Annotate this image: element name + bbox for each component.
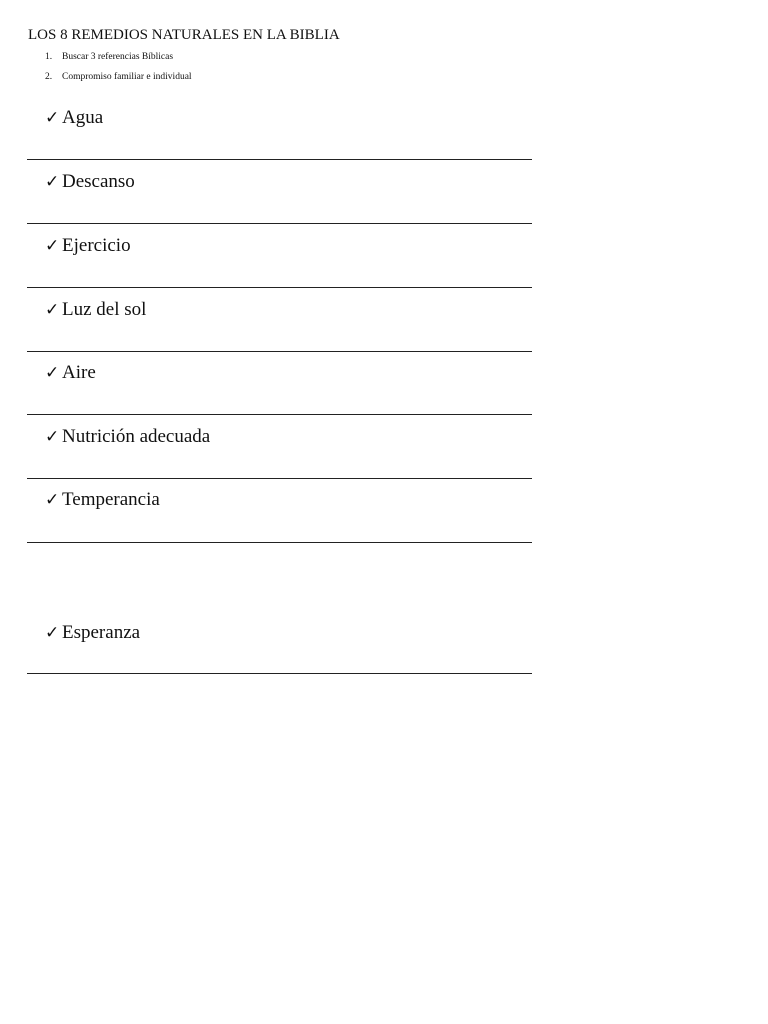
remedy-label: Temperancia	[62, 489, 160, 510]
remedy-item-descanso	[45, 171, 135, 193]
answer-line	[27, 414, 532, 415]
remedy-item-esperanza	[45, 622, 140, 644]
list-number: 1.	[45, 52, 53, 62]
checkmark-icon: ✓	[45, 108, 60, 128]
list-number: 2.	[45, 72, 53, 82]
remedy-item-agua	[45, 107, 103, 129]
remedy-item-nutricion-adecuada	[45, 426, 210, 448]
remedy-label: Descanso	[62, 171, 135, 192]
answer-line	[27, 287, 532, 288]
checkmark-icon: ✓	[45, 300, 60, 320]
instruction-text: Compromiso familiar e individual	[62, 72, 192, 82]
remedy-label: Nutrición adecuada	[62, 426, 211, 447]
checkmark-icon: ✓	[45, 363, 60, 383]
checkmark-icon: ✓	[45, 172, 60, 192]
answer-line	[27, 673, 532, 674]
remedy-item-luz-del-sol	[45, 299, 146, 321]
checkmark-icon: ✓	[45, 490, 60, 510]
remedy-item-aire	[45, 362, 96, 384]
checkmark-icon: ✓	[45, 623, 60, 643]
instruction-text: Buscar 3 referencias Bíblicas	[62, 52, 174, 62]
remedy-item-temperancia	[45, 489, 160, 511]
checkmark-icon: ✓	[45, 427, 60, 447]
answer-line	[27, 159, 532, 160]
checkmark-icon: ✓	[45, 236, 60, 256]
answer-line	[27, 542, 532, 543]
remedy-label: Luz del sol	[62, 299, 147, 320]
document-title: LOS 8 REMEDIOS NATURALES EN LA BIBLIA	[28, 27, 340, 43]
instruction-item	[45, 71, 192, 83]
remedy-label: Agua	[62, 107, 104, 128]
answer-line	[27, 223, 532, 224]
remedy-label: Ejercicio	[62, 235, 131, 256]
remedy-label: Aire	[62, 362, 96, 383]
remedy-label: Esperanza	[62, 622, 141, 643]
remedy-item-ejercicio	[45, 235, 131, 257]
instruction-item	[45, 51, 173, 63]
answer-line	[27, 351, 532, 352]
answer-line	[27, 478, 532, 479]
